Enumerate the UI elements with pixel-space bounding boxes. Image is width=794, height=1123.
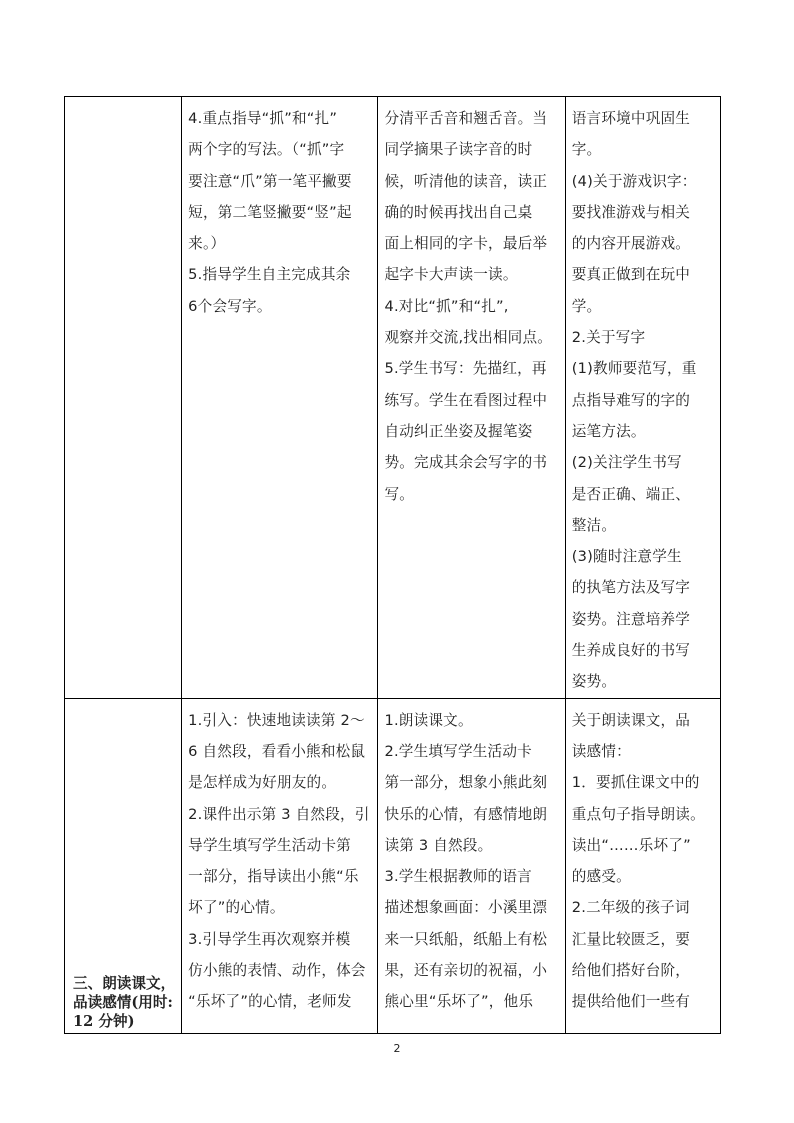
design-note-line: (2)关注学生书写 (571, 454, 682, 472)
student-activity-line: 3.学生根据教师的语言 (384, 868, 532, 886)
design-note-line: 点指导难写的字的 (571, 391, 691, 409)
teacher-activity-line: 导学生填写学生活动卡第 (188, 836, 351, 854)
table-row (65, 698, 721, 1033)
lesson-plan-table (64, 96, 721, 1034)
design-note-line: 的感受。 (571, 868, 631, 886)
teacher-activity-line: 仿小熊的表情、动作，体会 (188, 962, 366, 980)
design-note-line: 生养成良好的书写 (571, 642, 691, 660)
teacher-activity-line: “乐坏了”的心情，老师发 (188, 993, 352, 1011)
design-note-line: 汇量比较匮乏，要 (571, 930, 691, 948)
design-note-line: 2.关于写字 (571, 329, 646, 347)
stage-title-line: 品读感情(用时: (73, 993, 173, 1011)
design-note-line: 读感情： (571, 742, 631, 760)
design-note-line: (1)教师要范写，重 (571, 360, 697, 378)
student-activity-line: 面上相同的字卡，最后举 (384, 235, 548, 253)
student-activity-line: 同学摘果子读字音的时 (384, 141, 533, 159)
design-note-line: 学。 (571, 297, 602, 315)
student-activity-line: 读第 3 自然段。 (384, 836, 493, 854)
stage-title-line: 12 分钟) (73, 1012, 135, 1030)
student-activity-line: 第一部分，想象小熊此刻 (384, 774, 548, 792)
student-activity-line: 自动纠正坐姿及握笔姿 (384, 422, 533, 440)
table-row (65, 97, 721, 699)
student-activity-line: 观察并交流,找出相同点。 (384, 329, 553, 347)
student-activity-line: 快乐的心情，有感情地朗 (384, 805, 548, 823)
student-activity-line: 写。 (384, 485, 415, 503)
page-number: 2 (393, 1042, 401, 1055)
teacher-activity-line: 4.重点指导“抓”和“扎” (188, 110, 338, 127)
design-note-line: 给他们搭好台阶， (571, 962, 691, 980)
student-activity-cell (378, 698, 565, 1033)
design-note-line: 的内容开展游戏。 (571, 235, 691, 253)
student-activity-line: 果，还有亲切的祝福，小 (384, 962, 548, 980)
design-note-line: 提供给他们一些有 (571, 993, 691, 1011)
student-activity-line: 描述想象画面：小溪里漂 (384, 899, 548, 917)
teacher-activity-line: 5.指导学生自主完成其余 (188, 266, 351, 284)
student-activity-line: 2.学生填写学生活动卡 (384, 742, 532, 760)
design-note-line: 2.二年级的孩子词 (571, 899, 690, 917)
design-note-cell (565, 97, 720, 699)
teacher-activity-line: 两个字的写法。（“抓”字 (188, 141, 345, 159)
stage-cell (65, 97, 182, 699)
student-activity-line: 势。完成其余会写字的书 (384, 454, 548, 472)
design-note-line: (4)关于游戏识字： (571, 172, 697, 190)
student-activity-line: 练写。学生在看图过程中 (384, 391, 548, 409)
design-note-line: 姿势。 (571, 673, 617, 691)
teacher-activity-cell (182, 698, 378, 1033)
teacher-activity-line: 1.引入：快速地读读第 2～ (188, 711, 365, 729)
teacher-activity-line: 6个会写字。 (188, 297, 272, 315)
student-activity-line: 起字卡大声读一读。 (384, 266, 518, 284)
design-note-line: 读出“……乐坏了” (571, 836, 691, 854)
teacher-activity-line: 2.课件出示第 3 自然段，引 (188, 805, 370, 823)
teacher-activity-line: 3.引导学生再次观察并模 (188, 930, 351, 948)
design-note-line: 整洁。 (571, 516, 617, 534)
teacher-activity-line: 短，第二笔竖撇要“竖”起 (188, 203, 352, 221)
student-activity-line: 1.朗读课文。 (384, 711, 473, 729)
teacher-activity-line: 要注意“爪”第一笔平撇要 (188, 172, 352, 190)
student-activity-line: 确的时候再找出自己桌 (384, 203, 533, 221)
design-note-line: 的执笔方法及写字 (571, 579, 691, 597)
design-note-line: 要真正做到在玩中 (571, 266, 691, 284)
student-activity-line: 4.对比“抓”和“扎”, (384, 297, 509, 315)
teacher-activity-line: 6 自然段，看看小熊和松鼠 (188, 742, 366, 760)
teacher-activity-cell (182, 97, 378, 699)
design-note-line: (3)随时注意学生 (571, 548, 682, 566)
design-note-cell (565, 698, 720, 1033)
student-activity-cell (378, 97, 565, 699)
student-activity-line: 来一只纸船，纸船上有松 (384, 930, 548, 948)
design-note-line: 是否正确、端正、 (571, 485, 691, 503)
design-note-line: 运笔方法。 (571, 422, 646, 440)
design-note-line: 字。 (571, 141, 602, 159)
teacher-activity-line: 来。） (188, 235, 226, 253)
design-note-line: 姿势。注意培养学 (571, 610, 691, 628)
student-activity-line: 分清平舌音和翘舌音。当 (384, 110, 548, 127)
stage-title-line: 三、朗读课文， (73, 974, 176, 992)
design-note-line: 语言环境中巩固生 (571, 110, 691, 127)
student-activity-line: 熊心里“乐坏了”，他乐 (384, 993, 534, 1011)
design-note-line: 要找准游戏与相关 (571, 203, 691, 221)
design-note-line: 1．要抓住课文中的 (571, 774, 700, 792)
teacher-activity-line: 一部分，指导读出小熊“乐 (188, 868, 359, 886)
design-note-line: 重点句子指导朗读。 (571, 805, 705, 823)
student-activity-line: 5.学生书写：先描红，再 (384, 360, 547, 378)
student-activity-line: 候，听清他的读音，读正 (384, 172, 548, 190)
teacher-activity-line: 是怎样成为好朋友的。 (188, 774, 337, 792)
teacher-activity-line: 坏了”的心情。 (188, 899, 285, 917)
stage-cell (65, 698, 182, 1033)
design-note-line: 关于朗读课文，品 (571, 711, 691, 729)
